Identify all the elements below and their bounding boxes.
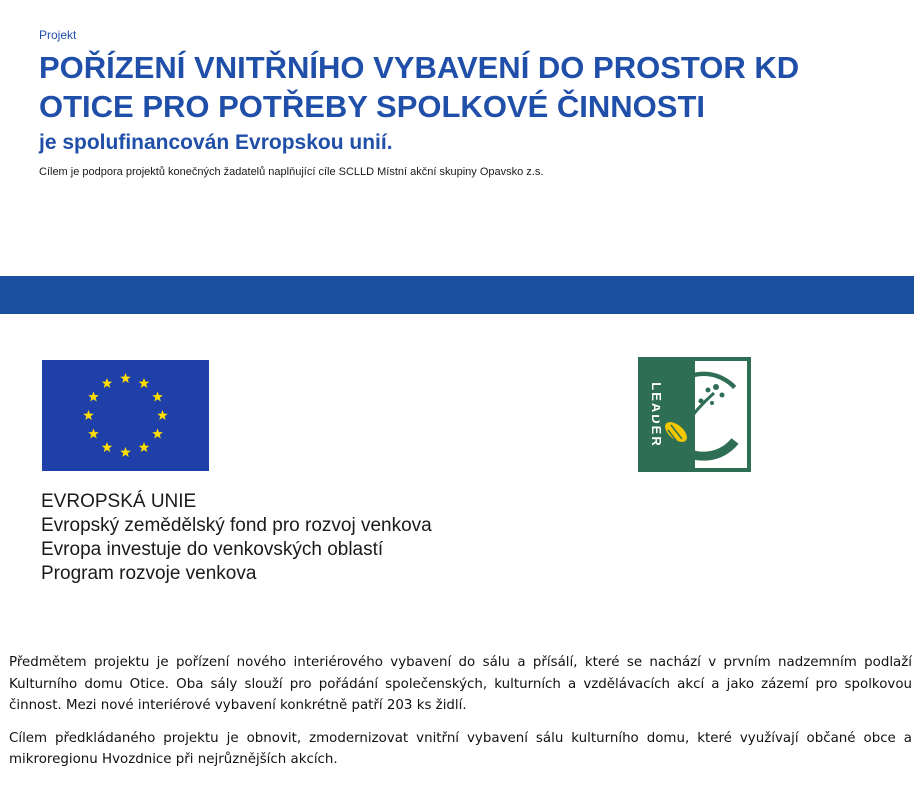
cofinance-subtitle: je spolufinancován Evropskou unií. [39,131,393,154]
goal-paragraph: Cílem předkládaného projektu je obnovit, zmodernizovat vnitřní vybavení sálu kulturního domu, které využívají občané obce a mikroregionu Hvozdnice při nejrůznějších akcích. [9,730,912,767]
eu-program-block [41,490,432,586]
project-label: Projekt [39,28,77,42]
goal-statement: Cílem je podpora projektů konečných žadatelů naplňující cíle SCLLD Místní akční skupiny Opavsko z.s. [39,166,544,178]
eu-flag-icon [42,360,209,471]
leader-logo-text: LEADER [649,382,664,448]
eu-slogan: Evropa investuje do venkovských oblastí [41,539,384,560]
description-paragraph: Předmětem projektu je pořízení nového interiérového vybavení do sálu a přísálí, které se nachází v prvním nadzemním podlaží Kulturního domu Otice. Oba sály slouží pro pořádání společenských, kulturních a vzdělávacích akcí a jako zázemí pro spolkovou činnost. Mezi nové interiérové vybavení konkrétně patří 203 ks židlí. [9,655,912,713]
program-name: Program rozvoje venkova [41,563,257,584]
project-title: POŘÍZENÍ VNITŘNÍHO VYBAVENÍ DO PROSTOR KD OTICE PRO POTŘEBY SPOLKOVÉ ČINNOSTI [39,50,800,124]
blue-band-divider [0,276,914,314]
project-description [9,652,912,782]
leader-logo-icon [638,357,751,472]
eu-name: EVROPSKÁ UNIE [41,491,197,512]
fund-name: Evropský zemědělský fond pro rozvoj venkova [41,515,432,536]
